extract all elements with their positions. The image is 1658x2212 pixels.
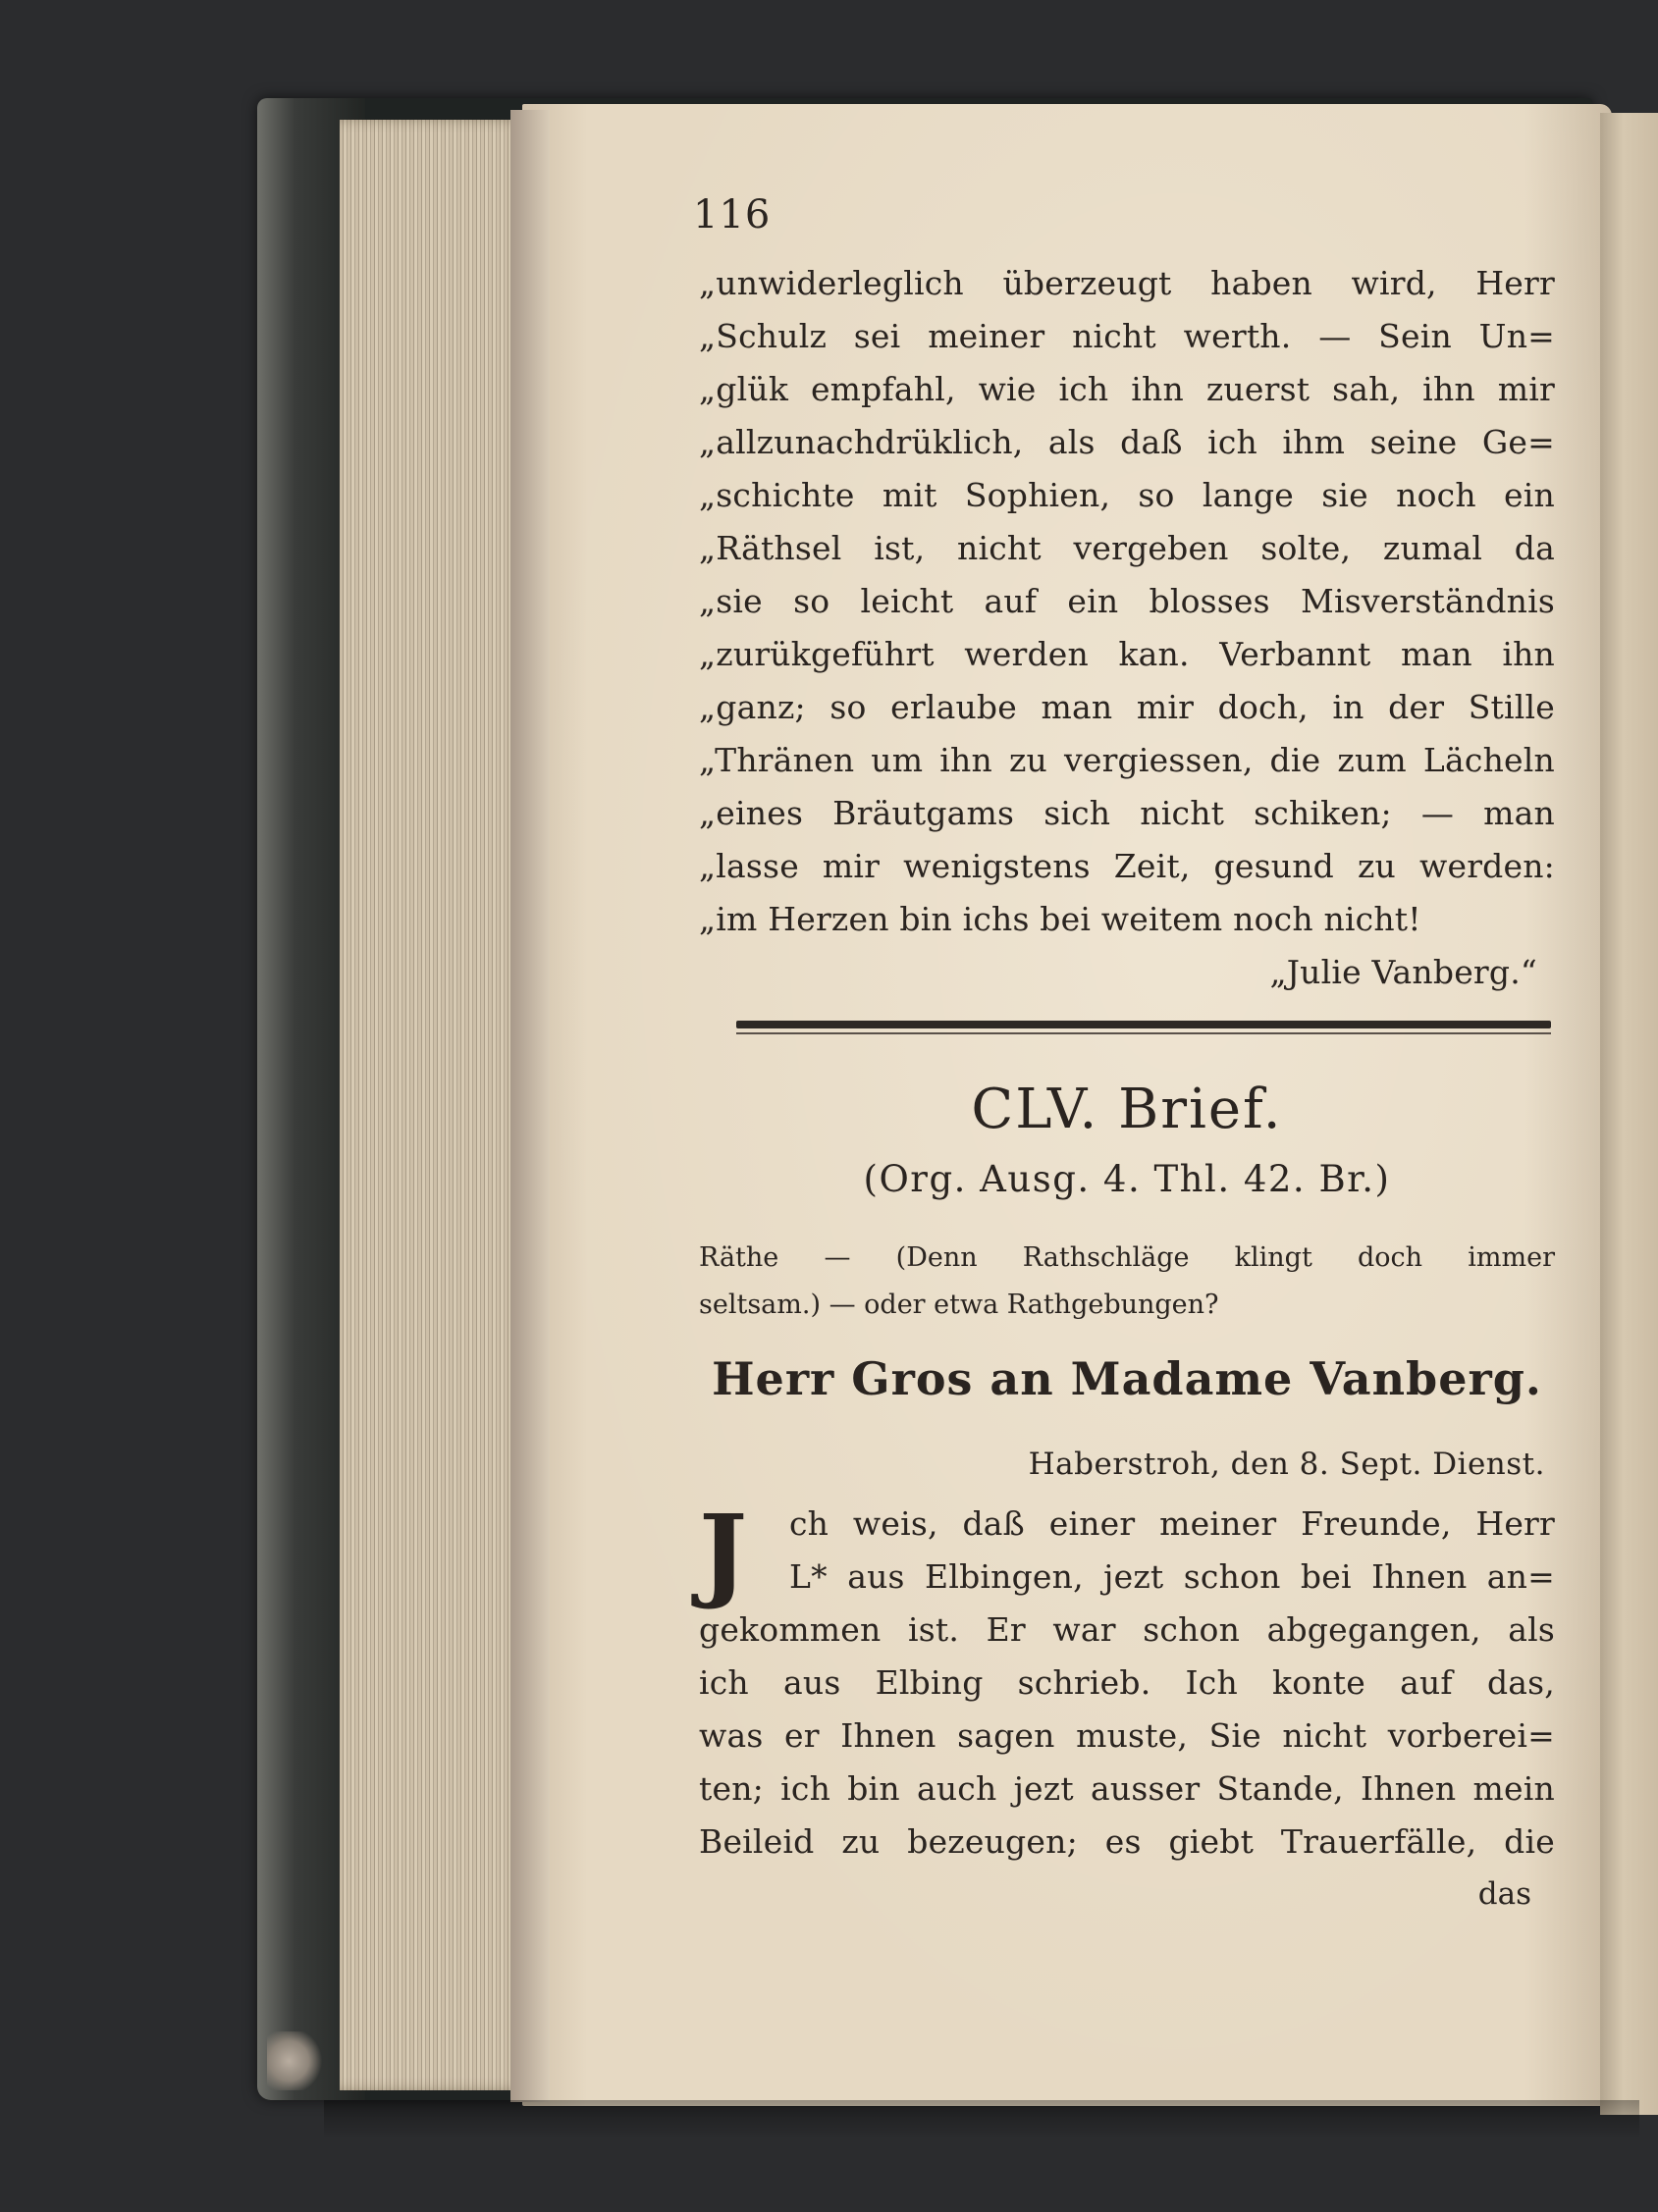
note-line: Räthe — (Denn Rathschläge klingt doch immer — [699, 1242, 1555, 1273]
text-line: „Thränen um ihn zu vergiessen, die zum Lächeln — [699, 741, 1555, 779]
text-line: ten; ich bin auch jezt ausser Stande, Ihnen mein — [699, 1769, 1555, 1808]
text-line: ch weis, daß einer meiner Freunde, Herr — [789, 1504, 1555, 1543]
drop-cap: J — [699, 1492, 748, 1612]
text-line: „unwiderleglich überzeugt haben wird, Herr — [699, 264, 1555, 302]
editorial-note — [699, 1235, 1555, 1329]
text-line: „sie so leicht auf ein blosses Misverständnis — [699, 582, 1555, 620]
text-line: „eines Bräutgams sich nicht schiken; — man — [699, 794, 1555, 832]
letter-dateline: Haberstroh, den 8. Sept. Dienst. — [1028, 1447, 1545, 1482]
text-line: „Räthsel ist, nicht vergeben solte, zumal da — [699, 529, 1555, 567]
letter-heading: CLV. Brief. — [971, 1078, 1283, 1141]
text-line: „schichte mit Sophien, so lange sie noch ein — [699, 476, 1555, 514]
text-line: „lasse mir wenigstens Zeit, gesund zu werden: — [699, 847, 1555, 885]
page-number: 116 — [693, 192, 772, 237]
text-line: Beileid zu bezeugen; es giebt Trauerfälle, die — [699, 1822, 1555, 1861]
text-line: „im Herzen bin ichs bei weitem noch nicht! — [699, 900, 1421, 938]
text-line: „ganz; so erlaube man mir doch, in der Stille — [699, 688, 1555, 726]
text-line: „allzunachdrüklich, als daß ich ihm seine Ge= — [699, 423, 1555, 461]
signature: „Julie Vanberg.“ — [1269, 953, 1537, 991]
continued-letter-text — [699, 257, 1555, 999]
letter-body — [699, 1492, 1555, 1869]
text-line: ich aus Elbing schrieb. Ich konte auf das, — [699, 1663, 1555, 1702]
text-line: „Schulz sei meiner nicht werth. — Sein Un= — [699, 317, 1555, 355]
text-line: „glük empfahl, wie ich ihn zuerst sah, ihn mir — [699, 370, 1555, 408]
text-line: gekommen ist. Er war schon abgegangen, als — [699, 1610, 1555, 1649]
page-edges — [340, 120, 526, 2090]
text-line: L* aus Elbingen, jezt schon bei Ihnen an= — [789, 1557, 1555, 1596]
note-line: seltsam.) — oder etwa Rathgebungen? — [699, 1290, 1219, 1320]
text-line: „zurükgeführt werden kan. Verbannt man ihn — [699, 635, 1555, 673]
section-divider — [736, 1021, 1551, 1028]
cover-corner-wear — [267, 2031, 322, 2090]
letter-subheading: (Org. Ausg. 4. Thl. 42. Br.) — [863, 1158, 1391, 1200]
letter-addressee: Herr Gros an Madame Vanberg. — [712, 1352, 1542, 1405]
catchword: das — [1477, 1876, 1531, 1912]
section-divider-thin — [736, 1032, 1551, 1034]
facing-page-edge — [1600, 113, 1658, 2115]
book-shadow — [324, 2100, 1639, 2139]
text-line: was er Ihnen sagen muste, Sie nicht vorberei= — [699, 1716, 1555, 1755]
page-gutter — [510, 110, 550, 2102]
